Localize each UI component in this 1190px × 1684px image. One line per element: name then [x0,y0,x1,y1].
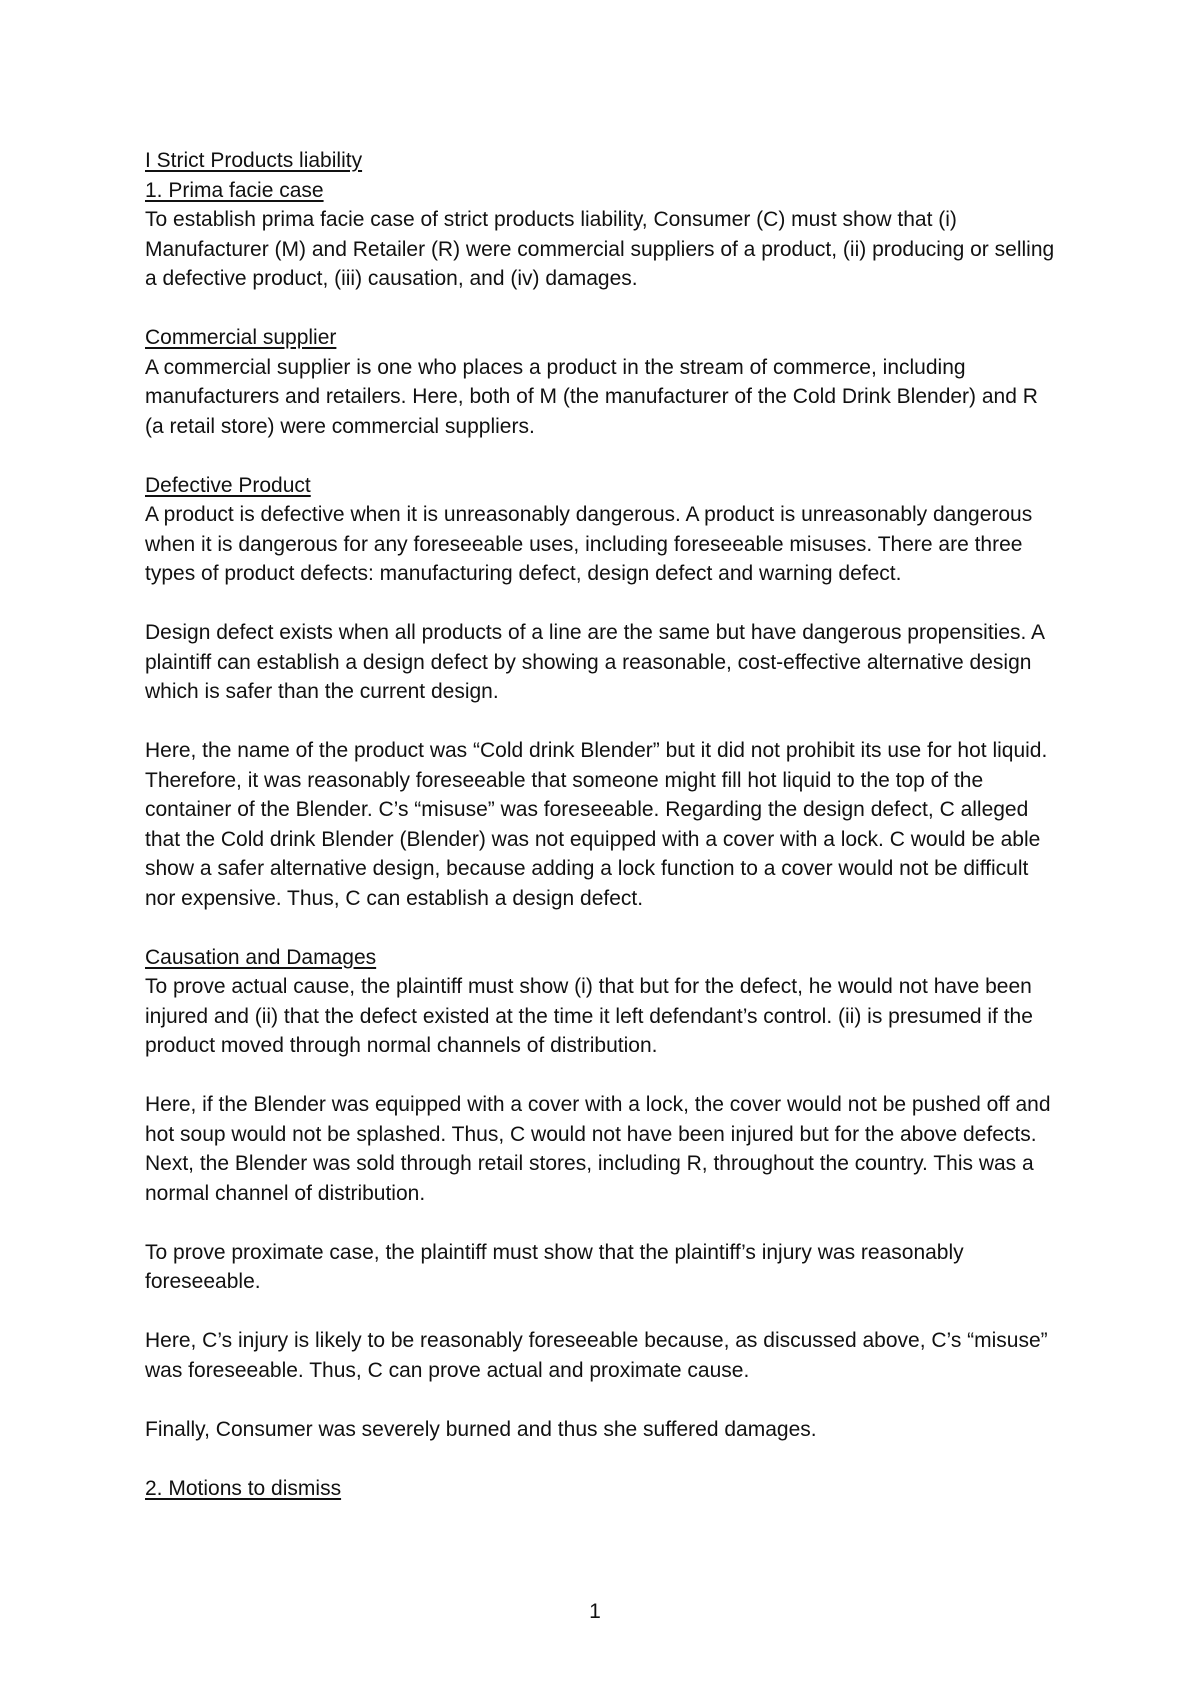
spacer [145,1297,1060,1327]
causation-paragraph-2: Here, if the Blender was equipped with a cover with a lock, the cover would not be pushed off and hot soup would not be splashed. Thus, C would not have been injured but for the above defects. Next, the Blender was sold through retail stores, including R, throughout the country. This was a normal channel of distribution. [145,1093,1051,1205]
causation-paragraph-3: To prove proximate case, the plaintiff must show that the plaintiff’s injury was reasonably foreseeable. [145,1240,964,1293]
motions-heading: 2. Motions to dismiss [145,1476,342,1500]
causation-paragraph-1: To prove actual cause, the plaintiff must show (i) that but for the defect, he would not have been injured and (ii) that the defect existed at the time it left defendant’s control. (ii) is presumed if the product moved through normal channels of distribution. [145,975,1033,1057]
spacer [145,1061,1060,1091]
prima-facie-heading: 1. Prima facie case [145,178,324,202]
defective-product-paragraph-3: Here, the name of the product was “Cold drink Blender” but it did not prohibit its use for hot liquid. Therefore, it was reasonably foreseeable that someone might fill hot liquid to the top of the container of the Blender. C’s “misuse” was foreseeable. Regarding the design defect, C alleged that the Cold drink Blender (Blender) was not equipped with a cover with a lock. C would be able show a safer alternative design, because adding a lock function to a cover would not be difficult nor expensive. Thus, C can establish a design defect. [145,739,1048,910]
spacer [145,1208,1060,1238]
defective-product-heading: Defective Product [145,473,311,497]
spacer [145,707,1060,737]
section-title: I Strict Products liability [145,149,363,172]
spacer [145,441,1060,471]
causation-paragraph-5: Finally, Consumer was severely burned and thus she suffered damages. [145,1417,817,1441]
causation-paragraph-4: Here, C’s injury is likely to be reasonably foreseeable because, as discussed above, C’s “misuse” was foreseeable. Thus, C can prove actual and proximate cause. [145,1329,1048,1382]
spacer [145,913,1060,943]
document-body [145,146,1060,1503]
prima-facie-paragraph: To establish prima facie case of strict products liability, Consumer (C) must show that (i) Manufacturer (M) and Retailer (R) were commercial suppliers of a product, (ii) producing or selling a defective product, (iii) causation, and (iv) damages. [145,208,1055,290]
defective-product-paragraph-1: A product is defective when it is unreasonably dangerous. A product is unreasonably dangerous when it is dangerous for any foreseeable uses, including foreseeable misuses. There are three types of product defects: manufacturing defect, design defect and warning defect. [145,503,1033,585]
commercial-supplier-heading: Commercial supplier [145,326,337,349]
spacer [145,589,1060,619]
spacer [145,1385,1060,1415]
page-number: 1 [589,1600,601,1623]
causation-heading: Causation and Damages [145,945,377,969]
commercial-supplier-paragraph: A commercial supplier is one who places a product in the stream of commerce, including manufacturers and retailers. Here, both of M (the manufacturer of the Cold Drink Blender) and R (a retail store) were commercial suppliers. [145,355,1038,438]
defective-product-paragraph-2: Design defect exists when all products of a line are the same but have dangerous propensities. A plaintiff can establish a design defect by showing a reasonable, cost-effective alternative design which is safer than the current design. [145,621,1044,703]
spacer [145,294,1060,324]
spacer [145,1444,1060,1474]
